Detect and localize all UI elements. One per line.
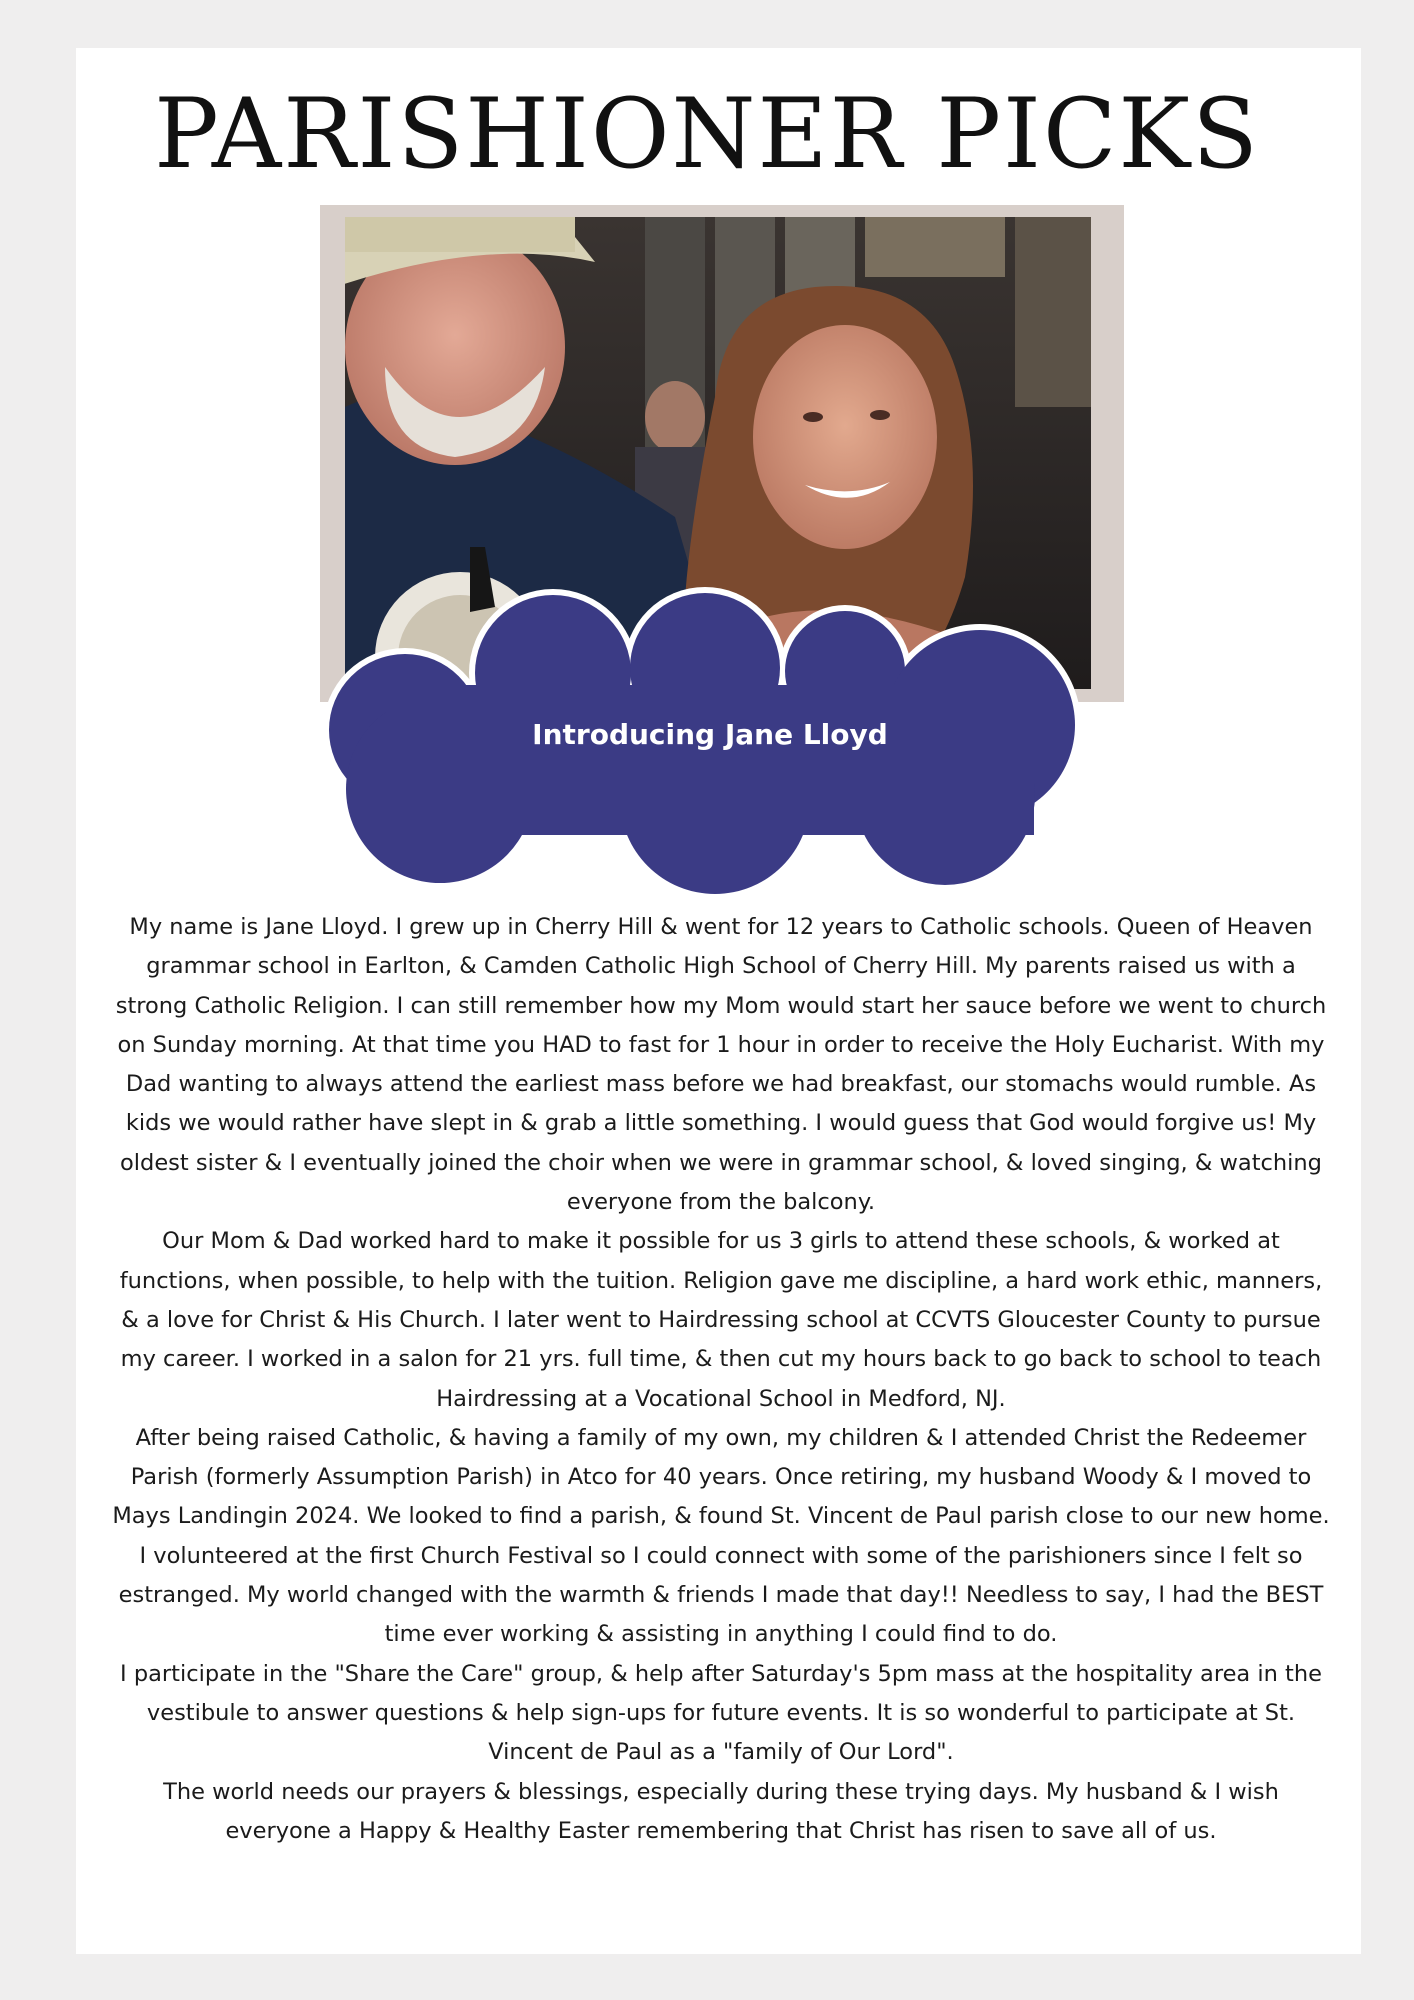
introduction-heading: Introducing Jane Lloyd	[532, 718, 888, 751]
article-paragraph: My name is Jane Lloyd. I grew up in Cherry Hill & went for 12 years to Catholic schools. Queen of Heaven grammar school in Earlton, & Camden Catholic High School of Cherry Hill. My parents raised us with a strong Catholic Religion. I can still remember how my Mom would start her sauce before we went to church on Sunday morning. At that time you HAD to fast for 1 hour in order to receive the Holy Eucharist. With my Dad wanting to always attend the earliest mass before we had breakfast, our stomachs would rumble. As kids we would rather have slept in & grab a little something. I would guess that God would forgive us! My oldest sister & I eventually joined the choir when we were in grammar school, & loved singing, & watching everyone from the balcony.	[115, 914, 1327, 1216]
article-paragraph: After being raised Catholic, & having a family of my own, my children & I attended Christ the Redeemer Parish (formerly Assumption Parish) in Atco for 40 years. Once retiring, my husband Woody & I moved to Mays Landingin 2024. We looked to find a parish, & found St. Vincent de Paul parish close to our new home. I volunteered at the first Church Festival so I could connect with some of the parishioners since I felt so estranged. My world changed with the warmth & friends I made that day!! Needless to say, I had the BEST time ever working & assisting in anything I could find to do.	[112, 1424, 1330, 1648]
article-paragraph: Our Mom & Dad worked hard to make it possible for us 3 girls to attend these schools, & worked at functions, when possible, to help with the tuition. Religion gave me discipline, a hard work ethic, manners, & a love for Christ & His Church. I later went to Hairdressing school at CCVTS Gloucester County to pursue my career. I worked in a salon for 21 yrs. full time, & then cut my hours back to go back to school to teach Hairdressing at a Vocational School in Medford, NJ.	[119, 1228, 1323, 1412]
article-paragraph: I participate in the "Share the Care" group, & help after Saturday's 5pm mass at the hospitality area in the vestibule to answer questions & help sign-ups for future events. It is so wonderful to participate at St. Vincent de Paul as a "family of Our Lord".	[120, 1660, 1322, 1766]
caption-cloud	[320, 585, 1100, 895]
article-paragraph: The world needs our prayers & blessings, especially during these trying days. My husband & I wish everyone a Happy & Healthy Easter remembering that Christ has risen to save all of us.	[163, 1778, 1279, 1844]
article-body	[108, 908, 1334, 1851]
page-title: PARISHIONER PICKS	[154, 78, 1260, 190]
